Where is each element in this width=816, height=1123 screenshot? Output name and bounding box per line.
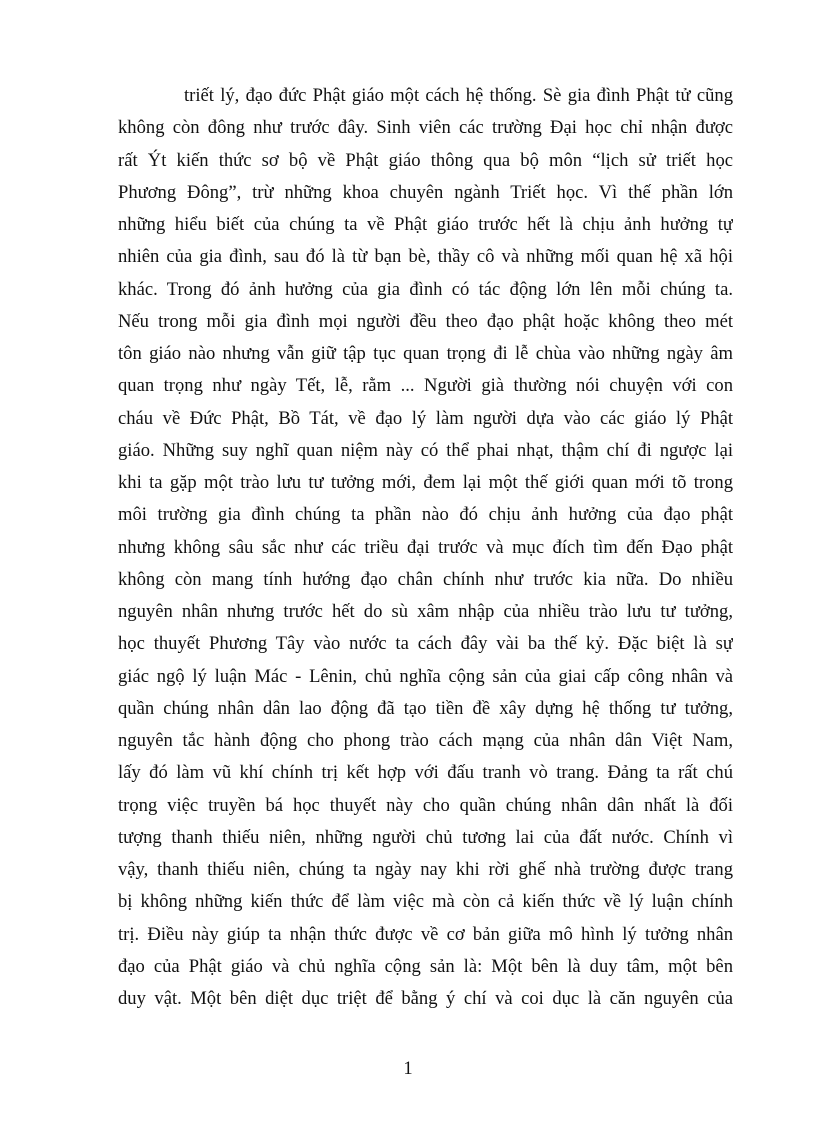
text-line: trị. Điều này giúp ta nhận thức được về cơ bản giữa mô hình lý tưởng nhân — [118, 923, 733, 945]
text-line: Phương Đông”, trừ những khoa chuyên ngành Triết học. Vì thế phần lớn — [118, 181, 733, 203]
text-line: vậy, thanh thiếu niên, chúng ta ngày nay khi rời ghế nhà trường được trang — [118, 859, 733, 880]
text-line: duy vật. Một bên diệt dục triệt để bằng ý chí và coi dục là căn nguyên của — [118, 988, 733, 1009]
text-line: tôn giáo nào nhưng vẫn giữ tập tục quan trọng đi lễ chùa vào những ngày âm — [118, 343, 733, 364]
text-line: rất Ýt kiến thức sơ bộ về Phật giáo thông qua bộ môn “lịch sử triết học — [118, 149, 733, 171]
text-line: những hiểu biết của chúng ta về Phật giáo trước hết là chịu ảnh hưởng tự — [118, 214, 733, 235]
body-text — [118, 80, 733, 1015]
page-number: 1 — [403, 1058, 413, 1079]
text-line: triết lý, đạo đức Phật giáo một cách hệ thống. Sè gia đình Phật tử cũng — [184, 85, 733, 106]
text-line: quan trọng như ngày Tết, lễ, rằm ... Người già thường nói chuyện với con — [118, 375, 733, 397]
text-line: giác ngộ lý luận Mác - Lênin, chủ nghĩa cộng sản của giai cấp công nhân và — [118, 665, 733, 687]
text-line: đạo của Phật giáo và chủ nghĩa cộng sản là: Một bên là duy tâm, một bên — [118, 955, 733, 977]
text-line: khác. Trong đó ảnh hưởng của gia đình có tác động lớn lên mỗi chúng ta. — [118, 278, 733, 300]
text-line: khi ta gặp một trào lưu tư tưởng mới, đem lại một thế giới quan mới tõ trong — [118, 472, 733, 493]
text-line: nguyên tắc hành động cho phong trào cách mạng của nhân dân Việt Nam, — [118, 730, 733, 751]
text-line: cháu về Đức Phật, Bồ Tát, về đạo lý làm người dựa vào các giáo lý Phật — [118, 407, 733, 429]
text-line: lấy đó làm vũ khí chính trị kết hợp với đấu tranh vò trang. Đảng ta rất chú — [118, 762, 733, 784]
text-line: nhiên của gia đình, sau đó là từ bạn bè, thầy cô và những mối quan hệ xã hội — [118, 246, 733, 268]
text-line: môi trường gia đình chúng ta phần nào đó chịu ảnh hưởng của đạo phật — [118, 504, 733, 526]
text-line: quần chúng nhân dân lao động đã tạo tiền đề xây dựng hệ thống tư tưởng, — [118, 697, 733, 719]
text-line: nhưng không sâu sắc như các triều đại trước và mục đích tìm đến Đạo phật — [118, 536, 733, 558]
text-line: không còn đông như trước đây. Sinh viên các trường Đại học chỉ nhận được — [118, 117, 733, 139]
text-line: học thuyết Phương Tây vào nước ta cách đây vài ba thế kỷ. Đặc biệt là sự — [118, 633, 733, 655]
text-line: tượng thanh thiếu niên, những người chủ tương lai của đất nước. Chính vì — [118, 826, 733, 848]
text-line: nguyên nhân nhưng trước hết do sù xâm nhập của nhiều trào lưu tư tưởng, — [118, 601, 733, 622]
text-line: giáo. Những suy nghĩ quan niệm này có thể phai nhạt, thậm chí đi ngược lại — [118, 439, 733, 461]
text-line: bị không những kiến thức để làm việc mà còn cả kiến thức về lý luận chính — [118, 891, 733, 913]
text-line: trọng việc truyền bá học thuyết này cho quần chúng nhân dân nhất là đối — [118, 794, 733, 816]
text-line: Nếu trong mỗi gia đình mọi người đều theo đạo phật hoặc không theo mét — [118, 310, 733, 332]
text-line: không còn mang tính hướng đạo chân chính như trước kia nữa. Do nhiều — [118, 568, 733, 590]
